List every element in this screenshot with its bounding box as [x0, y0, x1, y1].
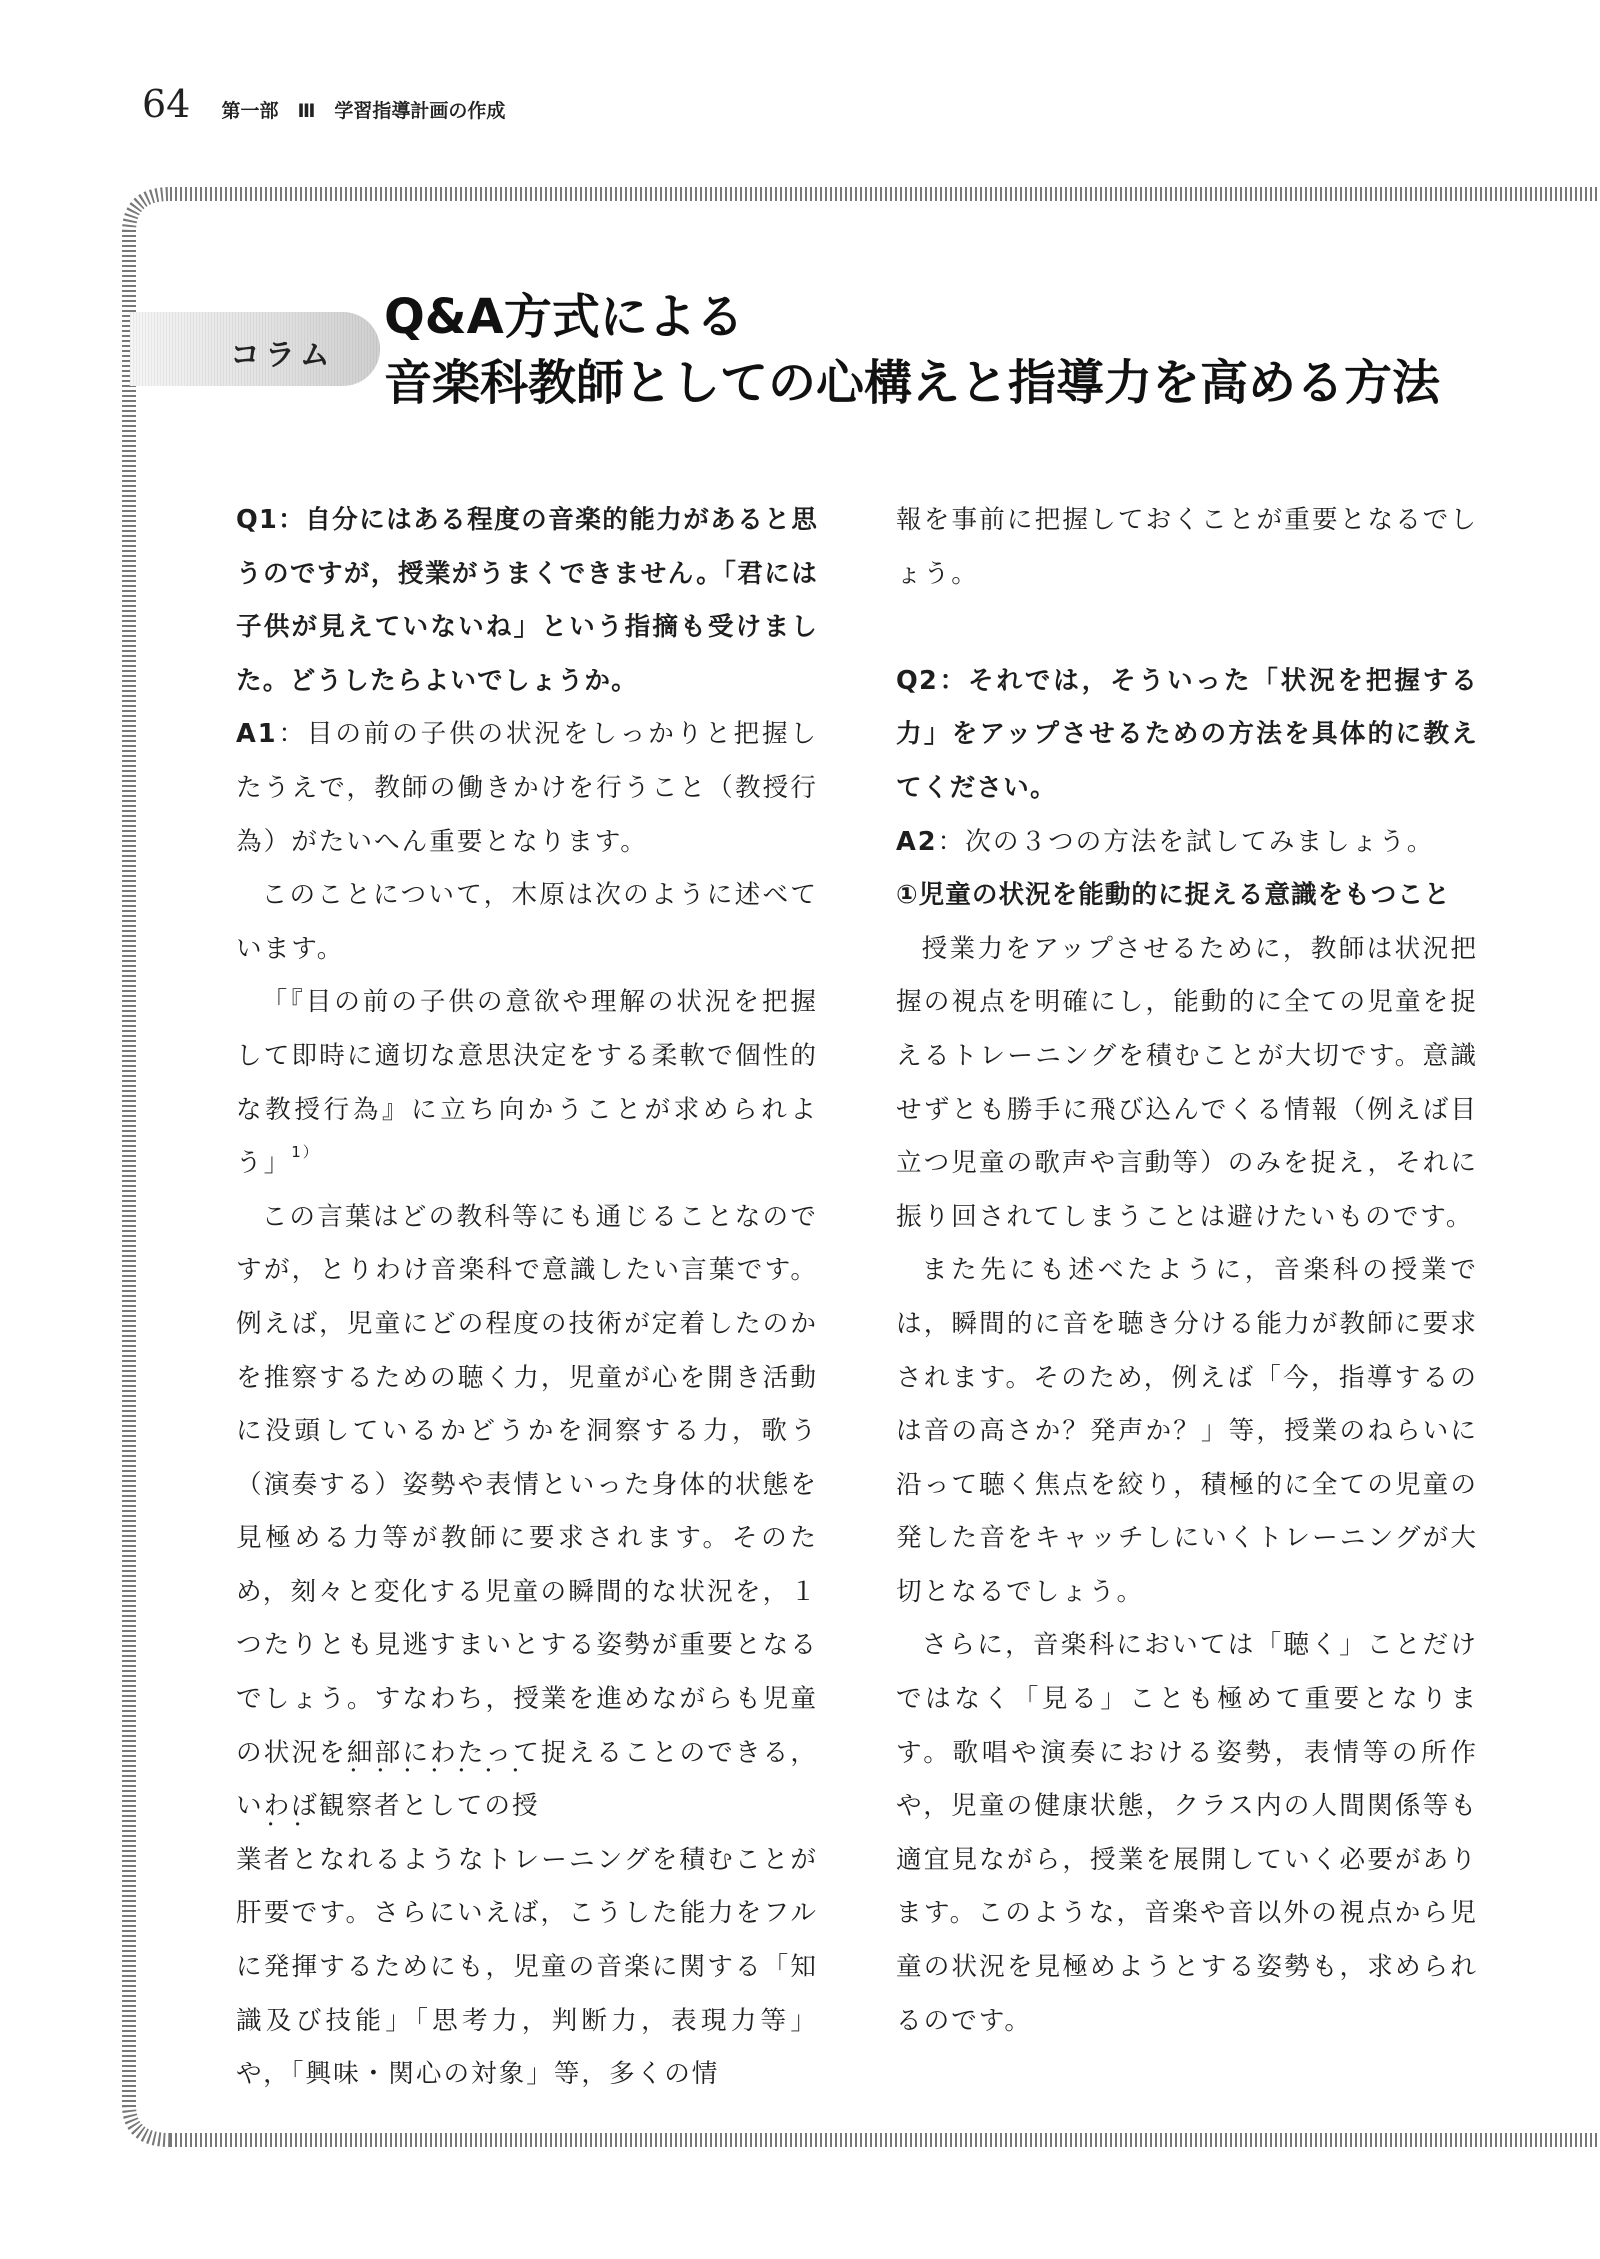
emphasis-text: ・・・・・・・ 観察者としての授 — [319, 1791, 540, 1821]
emphasis-text: ・・ 業者 — [236, 1845, 292, 1875]
answer-1 — [236, 708, 818, 869]
paragraph: また先にも述べたように，音楽科の授業では，瞬間的に音を聴き分ける能力が教師に要求されます。そのため，例えば「今，指導するのは音の高さか？発声か？」等，授業のねらいに沿って聴く焦点を絞り，積極的に全ての児童の発した音をキャッチしにいくトレーニングが大切となるでしょう。 — [896, 1255, 1478, 1607]
answer-2-text: ：次の３つの方法を試してみましょう。 — [937, 826, 1435, 857]
title-line-1: Q&A方式による — [384, 289, 744, 345]
paragraph: さらに，音楽科においては「聴く」ことだけではなく「見る」ことも極めて重要となります。歌唱や演奏における姿勢，表情等の所作や，児童の健康状態，クラス内の人間関係等も適宜見ながら，授業を展開していく必要があります。このような，音楽や音以外の視点から児童の状況を見極めようとする姿勢も，求められるのです。 — [896, 1630, 1478, 2036]
left-column — [236, 494, 818, 2102]
quotation-text: 「『目の前の子供の意欲や理解の状況を把握して即時に適切な意思決定をする柔軟で個性的な教授行為』に立ち向かうことが求められよう」 — [236, 987, 818, 1179]
footnote-marker: 1） — [291, 1143, 320, 1162]
paragraph: このことについて，木原は次のように述べています。 — [236, 880, 818, 964]
answer-2 — [896, 816, 1478, 870]
quotation — [236, 976, 818, 1190]
answer-1-label: A1 — [236, 719, 278, 750]
question-1: Q1：自分にはある程度の音楽的能力があると思うのですが，授業がうまくできません。「君には子供が見えていないね」という指摘も受けました。どうしたらよいでしょうか。 — [236, 505, 818, 696]
paragraph — [236, 1191, 818, 2102]
paragraph-continued: 報を事前に把握しておくことが重要となるでしょう。 — [896, 505, 1478, 589]
paragraph-text: となれるようなトレーニングを積むことが肝要です。さらにいえば，こうした能力をフルに発揮するためにも，児童の音楽に関する「知識及び技能」「思考力，判断力，表現力等」や，「興味・関心の対象」等，多くの情 — [236, 1844, 818, 2090]
right-column — [896, 494, 1478, 2048]
column-label: コラム — [230, 338, 335, 373]
question-2: Q2：それでは，そういった「状況を把握する力」をアップさせるための方法を具体的に教えてください。 — [896, 665, 1478, 803]
column-title — [384, 284, 1534, 416]
paragraph-text: この言葉はどの教科等にも通じることなのですが，とりわけ音楽科で意識したい言葉です。例えば，児童にどの程度の技術が定着したのかを推察するための聴く力，児童が心を開き活動に没頭しているかどうかを洞察する力，歌う（演奏する）姿勢や表情といった身体的状態を見極める力等が教師に要求されます。そのため，刻々と変化する児童の瞬間的な状況を，１つたりとも見逃すまいとする姿勢が重要となるでしょう。すなわち，授業を進めながらも児童の状況を細部にわたって捉えることのできる，いわば — [236, 1201, 818, 1822]
column-label-tab — [130, 312, 380, 386]
subheading: ①児童の状況を能動的に捉える意識をもつこと — [896, 880, 1451, 911]
page-number: 64 — [142, 82, 191, 126]
running-title: 第一部 Ⅲ 学習指導計画の作成 — [221, 100, 506, 122]
spacer — [896, 601, 1478, 655]
answer-2-label: A2 — [896, 826, 938, 857]
paragraph: 授業力をアップさせるために，教師は状況把握の視点を明確にし，能動的に全ての児童を捉えるトレーニングを積むことが大切です。意識せずとも勝手に飛び込んでくる情報（例えば目立つ児童の歌声や言動等）のみを捉え，それに振り回されてしまうことは避けたいものです。 — [896, 933, 1478, 1232]
title-line-2: 音楽科教師としての心構えと指導力を高める方法 — [384, 355, 1441, 411]
answer-1-text: ：目の前の子供の状況をしっかりと把握したうえで，教師の働きかけを行うこと（教授行為）がたいへん重要となります。 — [236, 719, 818, 857]
